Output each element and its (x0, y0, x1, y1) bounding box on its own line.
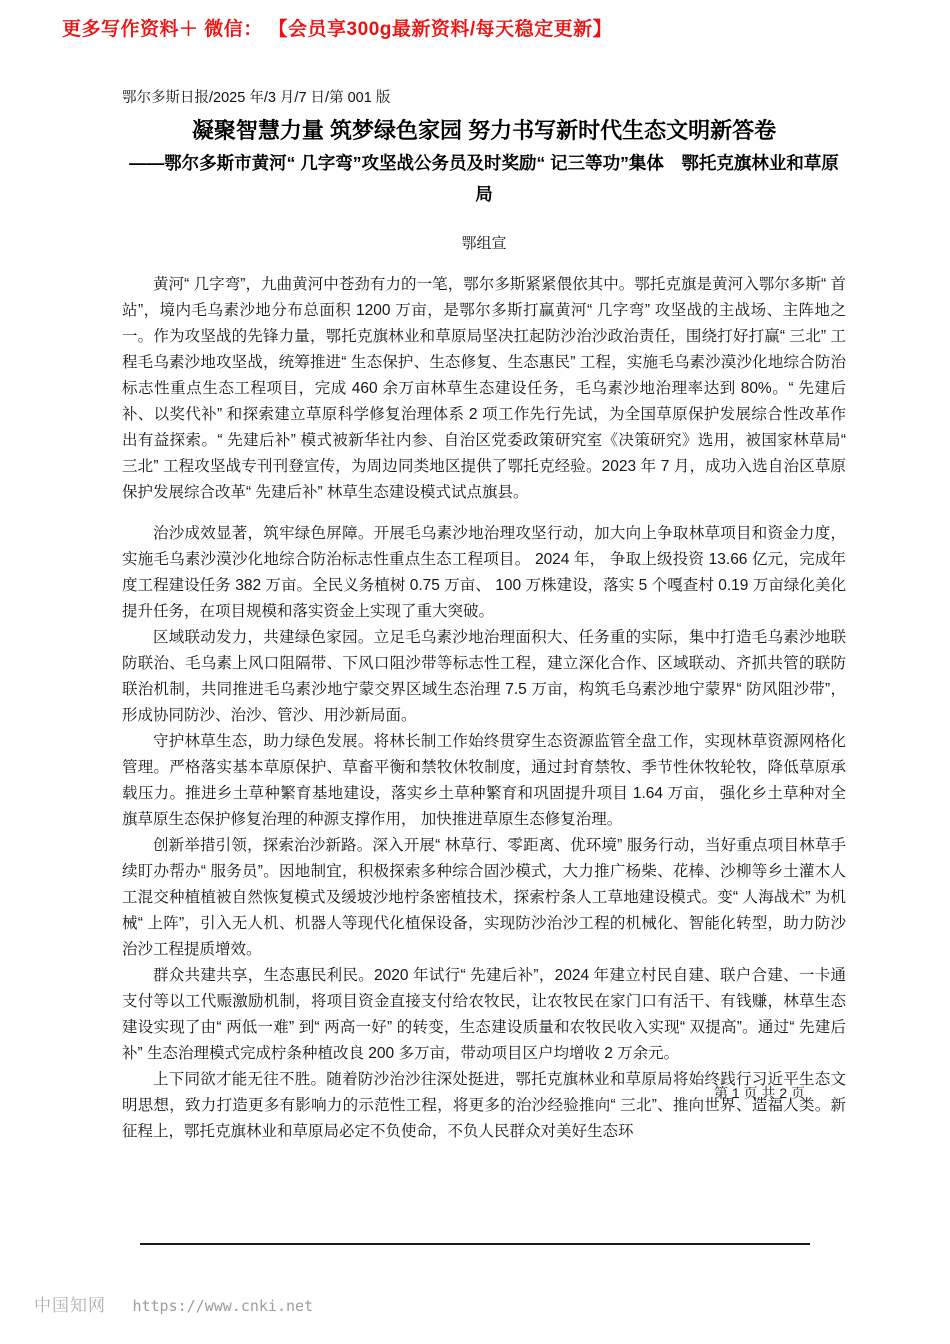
article-paragraph: 区域联动发力，共建绿色家园。立足毛乌素沙地治理面积大、任务重的实际，集中打造毛乌素沙地联防联治、毛乌素上风口阻隔带、下风口阻沙带等标志性工程，建立深化合作、区域联动、齐抓共管的联防联治机制，共同推进毛乌素沙地宁蒙交界区域生态治理 7.5 万亩，构筑毛乌素沙地宁蒙界“ 防风阻沙带”，形成协同防沙、治沙、管沙、用沙新局面。 (122, 629, 846, 724)
cnki-watermark (34, 1291, 313, 1316)
footer-divider-line (140, 1243, 810, 1245)
article-paragraph: 上下同欲才能无往不胜。随着防沙治沙往深处挺进，鄂托克旗林业和草原局将始终践行习近平生态文明思想，致力打造更多有影响力的示范性工程，将更多的治沙经验推向“ 三北”、推向世界、造福人类。新征程上，鄂托克旗林业和草原局必定不负使命，不负人民群众对美好生态环 (122, 1071, 846, 1140)
article-paragraph: 守护林草生态，助力绿色发展。将林长制工作始终贯穿生态资源监管全盘工作，实现林草资源网格化管理。严格落实基本草原保护、草畜平衡和禁牧休牧制度，通过封育禁牧、季节性休牧轮牧，降低草原承载压力。推进乡土草种繁育基地建设，落实乡土草种繁育和巩固提升项目 1.64 万亩， 强化乡土草种对全旗草原生态保护修复治理的种源支撑作用， 加快推进草原生态修复治理。 (122, 733, 846, 828)
newspaper-source-line: 鄂尔多斯日报/2025 年/3 月/7 日/第 001 版 (122, 90, 391, 106)
article-paragraph: 黄河“ 几字弯”，九曲黄河中苍劲有力的一笔，鄂尔多斯紧紧偎依其中。鄂托克旗是黄河入鄂尔多斯“ 首站”，境内毛乌素沙地分布总面积 1200 万亩，是鄂尔多斯打赢黄河“ 几字弯” 攻坚战的主战场、主阵地之一。作为攻坚战的先锋力量，鄂托克旗林业和草原局坚决扛起防沙治沙政治责任，围绕打好打赢“ 三北” 工程毛乌素沙地攻坚战，统筹推进“ 生态保护、生态修复、生态惠民” 工程，实施毛乌素沙漠沙化地综合防治标志性重点生态工程项目，完成 460 余万亩林草生态建设任务，毛乌素沙地治理率达到 80%。“ 先建后补、以奖代补” 和探索建立草原科学修复治理体系 2 项工作先行先试，为全国草原保护发展综合性改革作出有益探索。“ 先建后补” 模式被新华社内参、自治区党委政策研究室《决策研究》选用，被国家林草局“ 三北” 工程攻坚战专刊刊登宣传，为周边同类地区提供了鄂托克经验。2023 年 7 月，成功入选自治区草原保护发展综合改革“ 先建后补” 林草生态建设模式试点旗县。 (122, 276, 846, 501)
article-paragraph: 创新举措引领，探索治沙新路。深入开展“ 林草行、零距离、优环境” 服务行动，当好重点项目林草手续盯办帮办“ 服务员”。因地制宜，积极探索多种综合固沙模式，大力推广杨柴、花棒、沙柳等乡土灌木人工混交种植植被自然恢复模式及缓坡沙地柠条密植技术，探索柠条人工草地建设模式。变“ 人海战术” 为机械“ 上阵”，引入无人机、机器人等现代化植保设备，实现防沙治沙工程的机械化、智能化转型，助力防沙治沙工程提质增效。 (122, 837, 846, 958)
article-title: 凝聚智慧力量 筑梦绿色家园 努力书写新时代生态文明新答卷 (191, 118, 777, 143)
article-body (122, 272, 846, 1145)
cnki-logo-text: 中国知网 (34, 1296, 106, 1315)
article-subtitle: ——鄂尔多斯市黄河“ 几字弯”攻坚战公务员及时奖励“ 记三等功”集体 鄂托克旗林业和草原局 (129, 153, 839, 204)
cnki-url-text: https://www.cnki.net (132, 1297, 314, 1315)
page-indicator: 第 1 页 共 2 页 (713, 1085, 805, 1101)
article-paragraph: 群众共建共享，生态惠民利民。2020 年试行“ 先建后补”，2024 年建立村民自建、联户合建、一卡通支付等以工代赈激励机制，将项目资金直接支付给农牧民，让农牧民在家门口有活干、有钱赚，林草生态建设实现了由“ 两低一难” 到“ 两高一好” 的转变，生态建设质量和农牧民收入实现“ 双提高”。通过“ 先建后补” 生态治理模式完成柠条种植改良 200 多万亩，带动项目区户均增收 2 万余元。 (122, 967, 846, 1062)
article-content (122, 88, 846, 1145)
article-author: 鄂组宣 (461, 235, 507, 252)
article-paragraph: 治沙成效显著，筑牢绿色屏障。开展毛乌素沙地治理攻坚行动，加大向上争取林草项目和资金力度， 实施毛乌素沙漠沙化地综合防治标志性重点生态工程项目。 2024 年， 争取上级投资 13.66 亿元，完成年度工程建设任务 382 万亩。全民义务植树 0.75 万亩、 100 万株建设，落实 5 个嘎查村 0.19 万亩绿化美化提升任务，在项目规模和落实资金上实现了重大突破。 (122, 525, 846, 620)
promo-banner-text: 更多写作资料＋ 微信： 【会员享300g最新资料/每天稳定更新】 (62, 19, 613, 40)
